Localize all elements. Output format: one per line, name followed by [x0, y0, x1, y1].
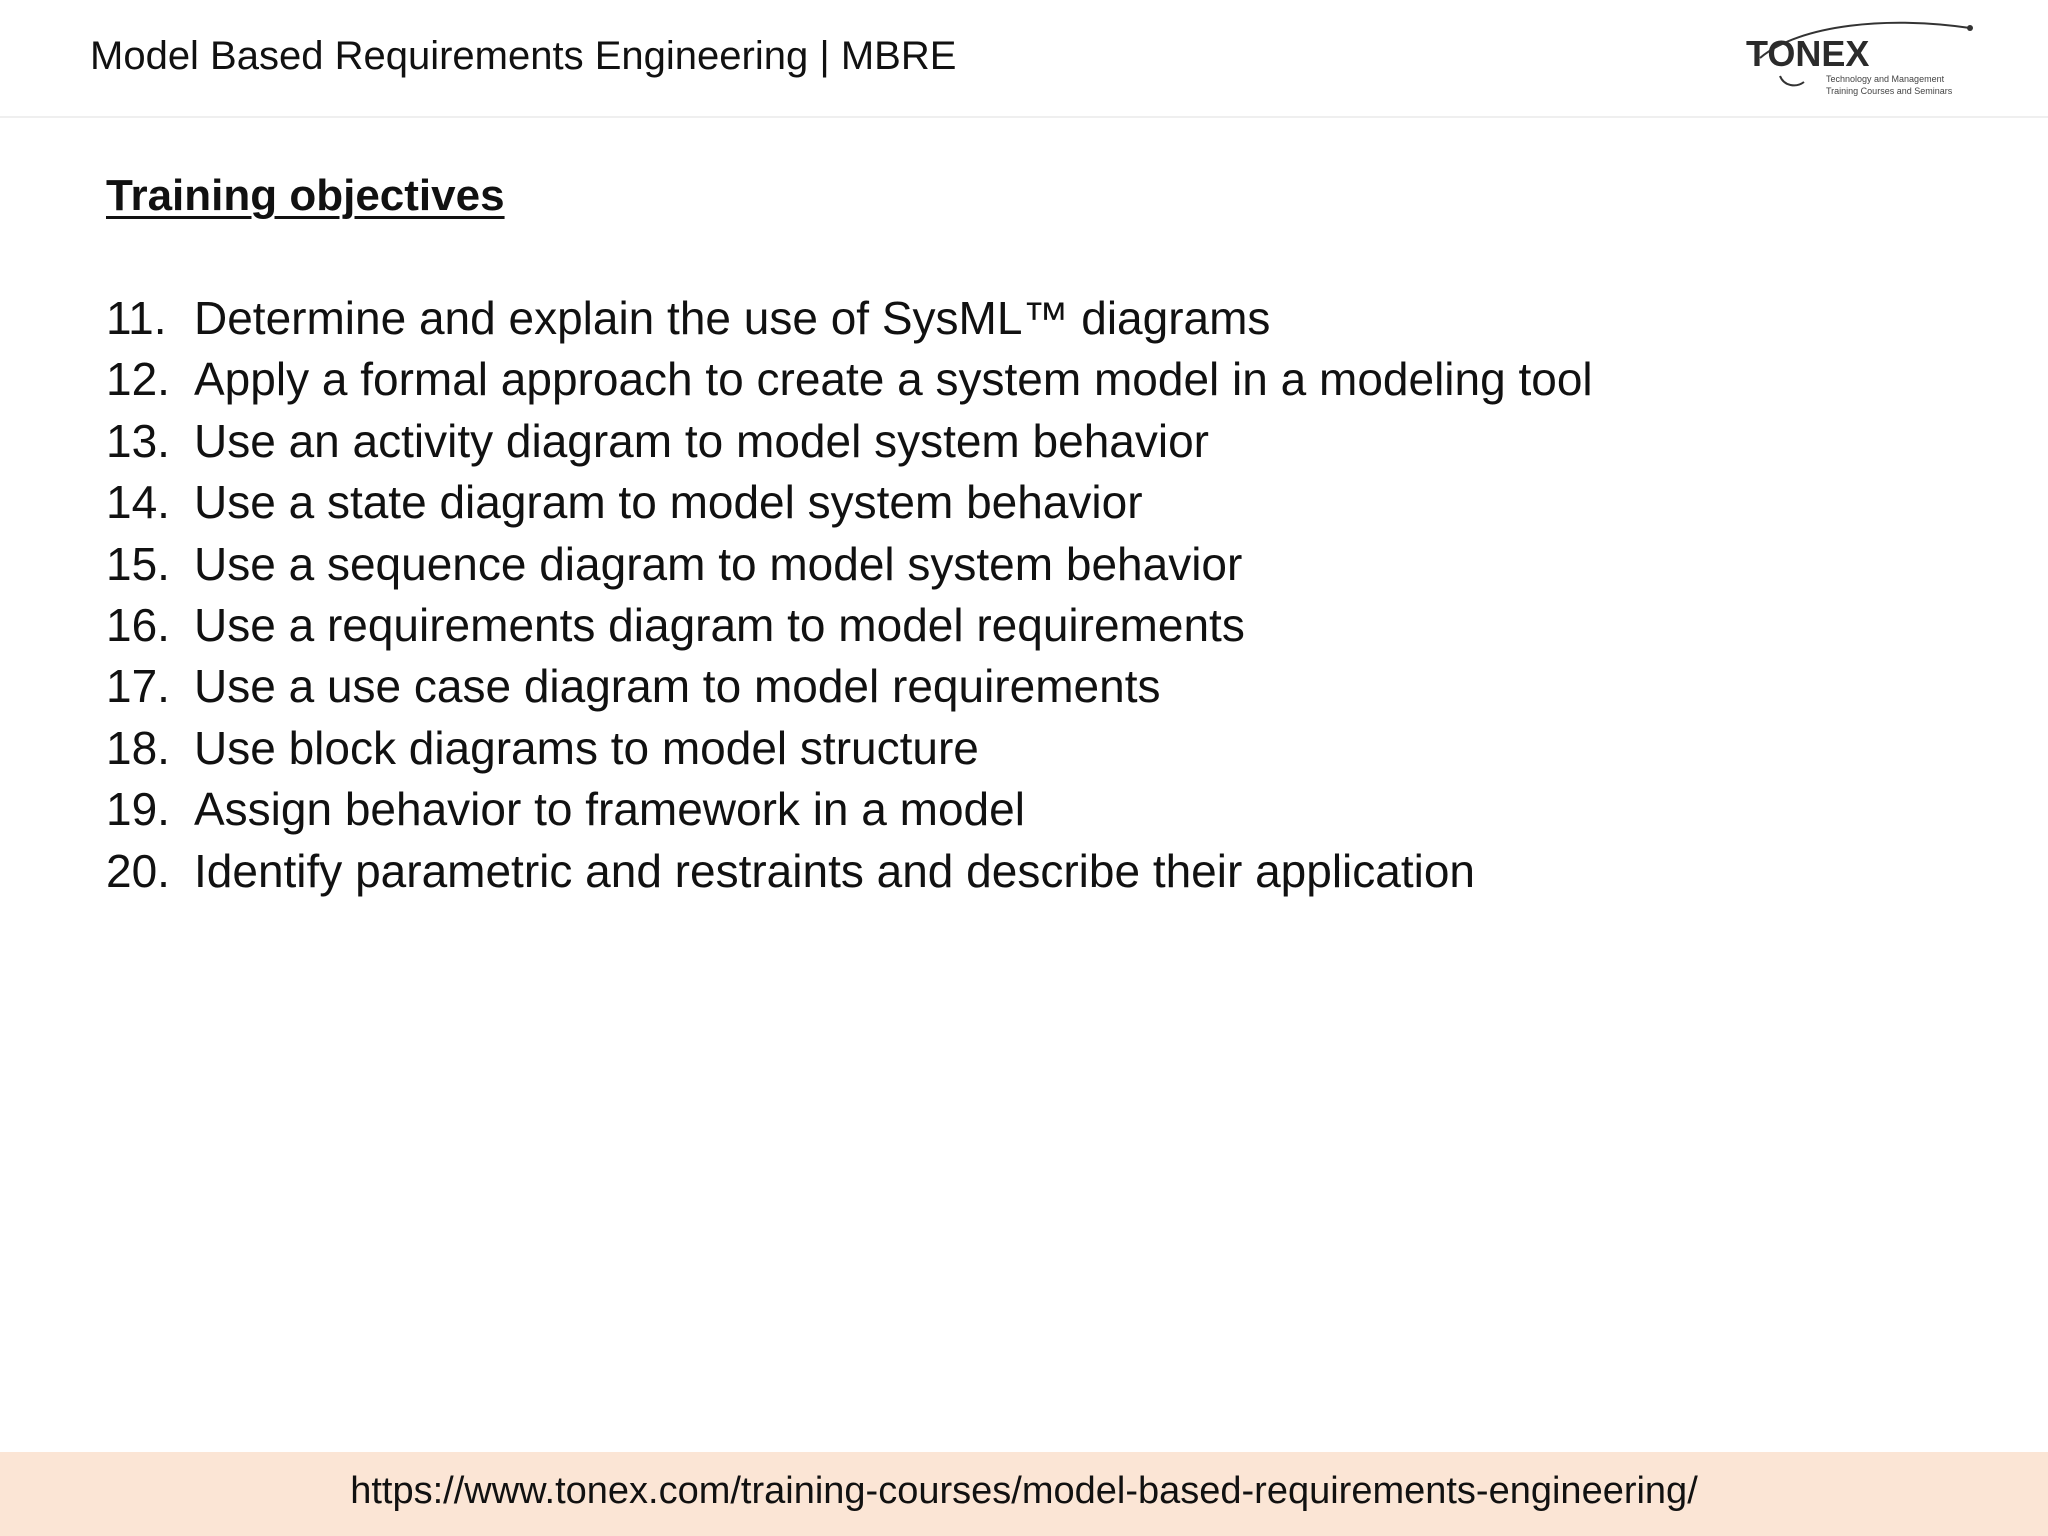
- objectives-list: [106, 288, 1593, 902]
- item-number: 16.: [106, 599, 170, 652]
- list-item: [106, 841, 1593, 902]
- item-number: 17.: [106, 660, 170, 713]
- list-item: [106, 656, 1593, 717]
- item-text: Use a requirements diagram to model requirements: [194, 599, 1245, 652]
- logo-wordmark: TONEX: [1746, 33, 1870, 74]
- item-text: Apply a formal approach to create a system model in a modeling tool: [194, 353, 1593, 406]
- item-number: 20.: [106, 844, 170, 897]
- footer: [0, 1452, 2048, 1536]
- list-item: [106, 411, 1593, 472]
- item-text: Determine and explain the use of SysML™ diagrams: [194, 292, 1271, 344]
- item-text: Identify parametric and restraints and describe their application: [194, 844, 1476, 897]
- list-item: [106, 779, 1593, 840]
- item-number: 14.: [106, 476, 170, 529]
- tonex-logo: [1740, 14, 1990, 104]
- item-number: 19.: [106, 783, 170, 836]
- item-text: Use a use case diagram to model requirements: [194, 660, 1161, 713]
- list-item: [106, 349, 1593, 410]
- item-text: Use an activity diagram to model system behavior: [194, 414, 1209, 467]
- section-title: Training objectives: [106, 171, 505, 220]
- list-item: [106, 718, 1593, 779]
- list-item: [106, 534, 1593, 595]
- item-number: 11.: [106, 292, 167, 344]
- item-text: Use block diagrams to model structure: [194, 721, 979, 774]
- item-text: Use a sequence diagram to model system behavior: [194, 537, 1243, 590]
- page-title: Model Based Requirements Engineering | MBRE: [90, 34, 957, 78]
- item-text: Use a state diagram to model system behavior: [194, 476, 1143, 529]
- item-number: 12.: [106, 353, 170, 406]
- item-number: 18.: [106, 721, 170, 774]
- item-text: Assign behavior to framework in a model: [194, 783, 1025, 836]
- list-item: [106, 595, 1593, 656]
- footer-url-link[interactable]: https://www.tonex.com/training-courses/model-based-requirements-engineering/: [350, 1469, 1698, 1512]
- header: [0, 0, 2048, 118]
- list-item: [106, 472, 1593, 533]
- logo-tagline-line2: Training Courses and Seminars: [1826, 86, 1953, 96]
- list-item: [106, 288, 1593, 349]
- logo-tagline-line1: Technology and Management: [1826, 74, 1945, 84]
- item-number: 13.: [106, 414, 170, 467]
- item-number: 15.: [106, 537, 170, 590]
